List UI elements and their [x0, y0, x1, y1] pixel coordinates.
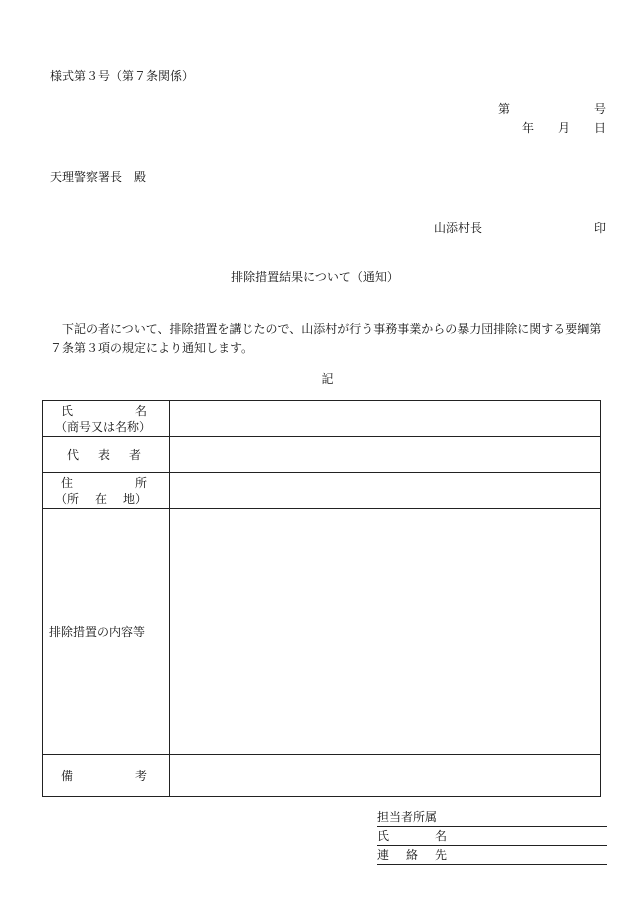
row-measures	[43, 509, 601, 755]
remarks-label-char: 備	[61, 768, 74, 783]
seal-mark: 印	[593, 221, 606, 235]
document-number: 第 号	[497, 102, 606, 116]
measures-value-cell[interactable]	[170, 509, 601, 755]
address-label-char: 住	[61, 475, 74, 490]
name-sub-label: （商号又は名称	[55, 419, 140, 434]
document-date: 年 月 日	[521, 121, 606, 135]
contact-tel-char: 連	[377, 848, 390, 862]
name-sub-label-end: ）	[139, 419, 152, 434]
body-paragraph: 下記の者について、排除措置を講じたので、山添村が行う事務事業からの暴力団排除に関する要綱第７条第３項の規定により通知します。	[50, 322, 602, 355]
rep-label-char: 代	[67, 447, 80, 462]
rep-label-char: 表	[97, 447, 110, 462]
contact-block	[377, 810, 607, 867]
contact-name-char: 氏	[377, 829, 390, 843]
address-value-cell[interactable]	[170, 473, 601, 509]
addressee: 天理警察署長 殿	[50, 170, 147, 184]
representative-value-cell[interactable]	[170, 437, 601, 473]
name-label-char: 氏	[61, 403, 74, 418]
contact-tel-char: 先	[434, 848, 447, 862]
name-value-cell[interactable]	[170, 401, 601, 437]
measures-label: 排除措置の内容等	[49, 624, 146, 639]
form-number: 様式第３号（第７条関係）	[50, 69, 195, 83]
contact-tel-char: 絡	[405, 848, 418, 862]
issuer-title: 山添村長	[433, 221, 482, 235]
address-label-char: 所	[134, 475, 147, 490]
address-sub-char: 地）	[122, 491, 147, 506]
remarks-label-cell	[43, 755, 170, 797]
measures-label-cell	[43, 509, 170, 755]
record-table	[42, 400, 601, 797]
contact-tel-label	[377, 848, 447, 863]
name-label-cell	[43, 401, 170, 437]
row-address	[43, 473, 601, 509]
address-sub-char: （所	[55, 491, 80, 506]
contact-name-char: 名	[434, 829, 447, 843]
name-label-char: 名	[134, 403, 147, 418]
rep-label-char: 者	[128, 447, 141, 462]
representative-label-cell	[43, 437, 170, 473]
address-label-cell	[43, 473, 170, 509]
remarks-value-cell[interactable]	[170, 755, 601, 797]
body-text	[50, 320, 607, 358]
remarks-label-char: 考	[134, 768, 147, 783]
contact-name-line[interactable]	[377, 829, 607, 846]
address-sub-char: 在	[94, 491, 107, 506]
contact-tel-line[interactable]	[377, 848, 607, 865]
row-remarks	[43, 755, 601, 797]
issuer-line	[434, 221, 606, 235]
contact-dept-label: 担当者所属	[377, 810, 438, 824]
row-name	[43, 401, 601, 437]
contact-dept-line[interactable]	[377, 810, 607, 827]
ki-heading: 記	[321, 372, 334, 386]
contact-name-label	[377, 829, 447, 844]
document-title: 排除措置結果について（通知）	[231, 270, 399, 284]
row-representative	[43, 437, 601, 473]
